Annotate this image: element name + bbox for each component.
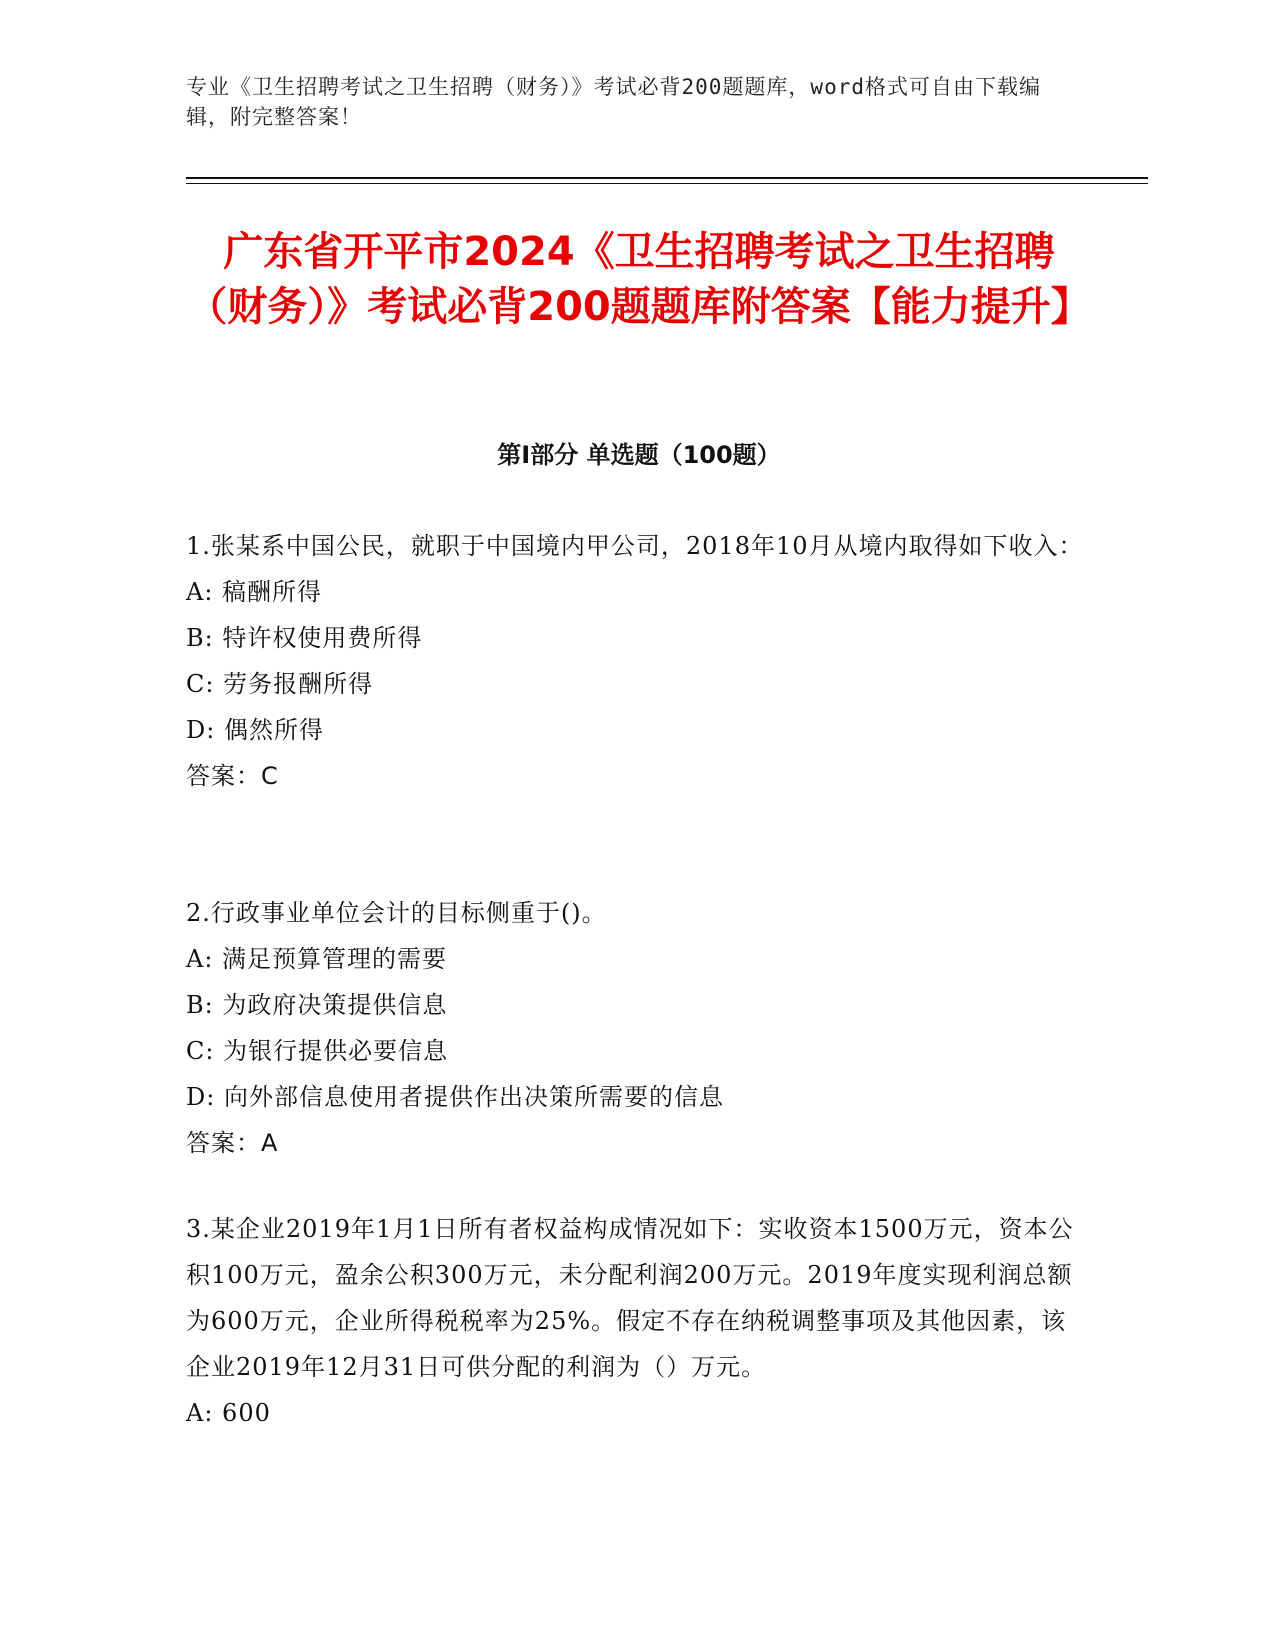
answer: 答案：A (186, 1129, 279, 1157)
section-title: 第I部分 单选题（100题） (497, 441, 781, 469)
header-note: 专业《卫生招聘考试之卫生招聘（财务）》考试必背200题题库，word格式可自由下载编辑，附完整答案！ (186, 75, 1041, 129)
question-stem: 2.行政事业单位会计的目标侧重于()。 (186, 899, 607, 927)
option-a: A: 稿酬所得 (186, 578, 323, 606)
header-divider-thick (186, 177, 1148, 179)
option-b: B: 特许权使用费所得 (186, 624, 423, 652)
option-a: A: 满足预算管理的需要 (186, 945, 448, 973)
question-stem: 1.张某系中国公民，就职于中国境内甲公司，2018年10月从境内取得如下收入： (186, 532, 1084, 560)
answer: 答案：C (186, 762, 279, 790)
question-1 (186, 523, 1086, 799)
question-stem: 3.某企业2019年1月1日所有者权益构成情况如下：实收资本1500万元，资本公积100万元，盈余公积300万元，未分配利润200万元。2019年度实现利润总额为600万元，企业所得税税率为25%。假定不存在纳税调整事项及其他因素，该企业2019年12月31日可供分配的利润为（）万元。 (186, 1215, 1074, 1381)
option-c: C: 为银行提供必要信息 (186, 1037, 449, 1065)
question-2 (186, 890, 1086, 1166)
option-a: A: 600 (186, 1399, 271, 1427)
question-3 (186, 1206, 1086, 1436)
option-b: B: 为政府决策提供信息 (186, 991, 448, 1019)
document-title: 广东省开平市2024《卫生招聘考试之卫生招聘（财务）》考试必背200题题库附答案【能力提升】 (187, 229, 1091, 330)
option-c: C: 劳务报酬所得 (186, 670, 374, 698)
header-divider-thin (186, 183, 1148, 184)
option-d: D: 偶然所得 (186, 716, 324, 744)
option-d: D: 向外部信息使用者提供作出决策所需要的信息 (186, 1083, 724, 1111)
